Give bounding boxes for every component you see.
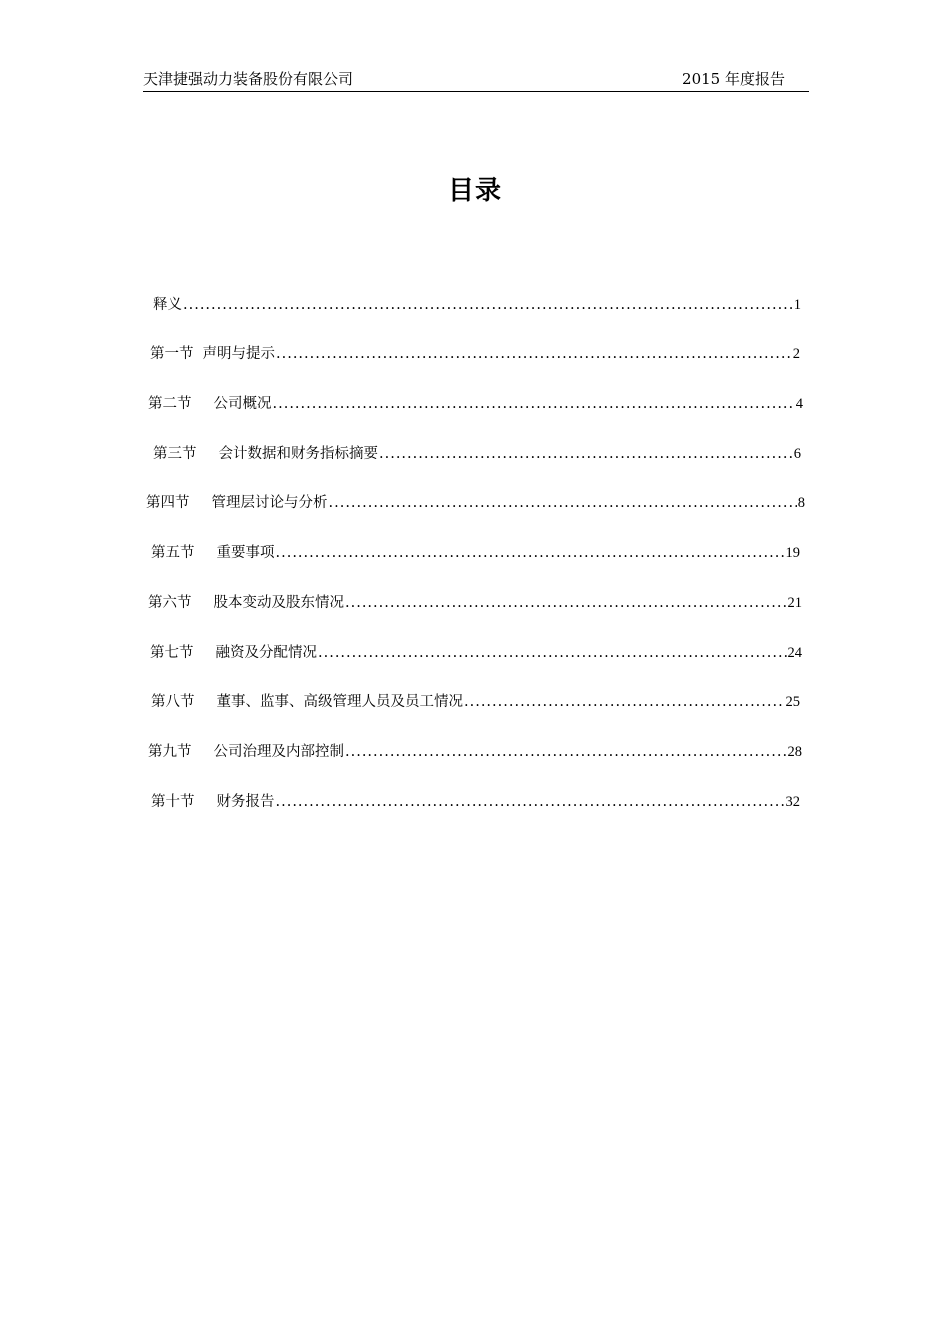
- toc-entry-section: 第七节: [150, 645, 194, 661]
- toc-dot-leader: [329, 493, 797, 513]
- toc-entry-label: 公司概况: [213, 396, 272, 412]
- toc-dot-leader: [276, 543, 785, 563]
- toc-entry[interactable]: [151, 792, 800, 812]
- toc-dot-leader: [464, 692, 785, 712]
- toc-entry[interactable]: [153, 295, 801, 315]
- toc-entry-label: 融资及分配情况: [215, 645, 317, 661]
- toc-entry-label: 释义: [153, 297, 182, 313]
- toc-entry[interactable]: [153, 444, 801, 464]
- toc-entry-page: 6: [793, 446, 801, 462]
- toc-entry-section: 第三节: [153, 446, 197, 462]
- toc-entry-section: 第六节: [148, 595, 192, 611]
- toc-entry-page: 28: [787, 744, 802, 760]
- page-header: [143, 68, 809, 92]
- toc-entry-section: 第一节: [150, 346, 194, 362]
- toc-entry[interactable]: [150, 643, 802, 663]
- toc-entry-page: 19: [785, 545, 800, 561]
- toc-dot-leader: [318, 643, 787, 663]
- toc-dot-leader: [183, 295, 793, 315]
- toc-entry[interactable]: [150, 344, 800, 364]
- toc-entry-label: 重要事项: [216, 545, 275, 561]
- header-company-name: 天津捷强动力装备股份有限公司: [143, 70, 354, 88]
- toc-entry-page: 25: [785, 694, 800, 710]
- toc-entry-section: 第九节: [148, 744, 192, 760]
- toc-entry-section: 第十节: [151, 794, 195, 810]
- toc-entry-label: 会计数据和财务指标摘要: [218, 446, 378, 462]
- toc-entry-page: 8: [797, 495, 805, 511]
- toc-entry-label: 声明与提示: [202, 346, 275, 362]
- toc-entry-page: 4: [795, 396, 803, 412]
- toc-entry-page: 32: [785, 794, 800, 810]
- toc-title: 目录: [447, 176, 502, 206]
- toc-dot-leader: [345, 593, 787, 613]
- toc-entry-label: 董事、监事、高级管理人员及员工情况: [216, 694, 463, 710]
- toc-entry[interactable]: [151, 543, 800, 563]
- toc-entry-label: 股本变动及股东情况: [213, 595, 344, 611]
- toc-entry[interactable]: [148, 742, 802, 762]
- toc-dot-leader: [379, 444, 793, 464]
- toc-entry[interactable]: [146, 493, 805, 513]
- toc-entry[interactable]: [148, 394, 803, 414]
- toc-entry[interactable]: [151, 692, 800, 712]
- toc-dot-leader: [276, 792, 785, 812]
- toc-entry-page: 1: [793, 297, 801, 313]
- toc-entry-section: 第八节: [151, 694, 195, 710]
- toc-entry-label: 管理层讨论与分析: [211, 495, 328, 511]
- toc-entry-section: 第四节: [146, 495, 190, 511]
- toc-entry-page: 24: [787, 645, 802, 661]
- toc-entry-label: 公司治理及内部控制: [213, 744, 344, 760]
- toc-entry-page: 2: [792, 346, 800, 362]
- toc-dot-leader: [345, 742, 787, 762]
- toc-dot-leader: [273, 394, 795, 414]
- header-report-title: 2015 年度报告: [682, 70, 785, 88]
- toc-dot-leader: [276, 344, 792, 364]
- toc-entry-section: 第五节: [151, 545, 195, 561]
- toc-entry-label: 财务报告: [216, 794, 275, 810]
- toc-entry[interactable]: [148, 593, 802, 613]
- toc-entry-section: 第二节: [148, 396, 192, 412]
- toc-entry-page: 21: [787, 595, 802, 611]
